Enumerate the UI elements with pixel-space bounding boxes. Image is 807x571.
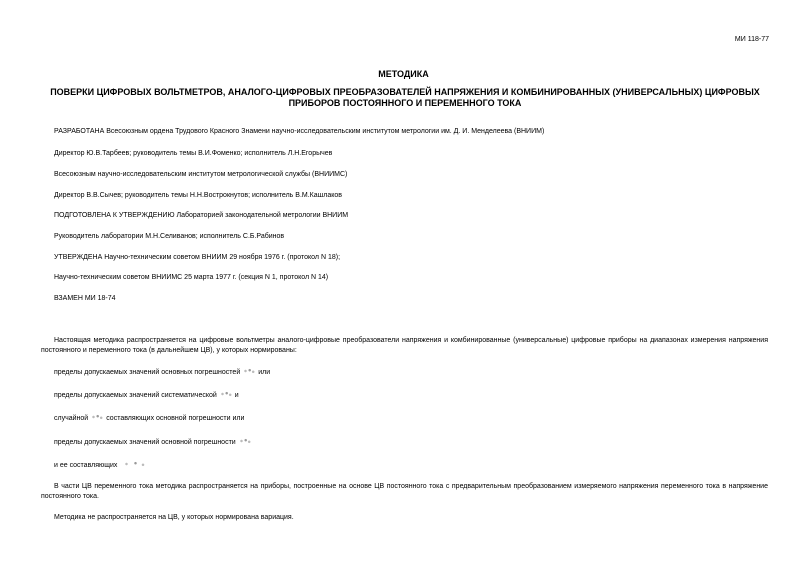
formula-image (119, 460, 149, 468)
item-text: пределы допускаемых значений систематической (54, 392, 217, 399)
directors-line-1: Директор Ю.В.Тарбеев; руководитель темы В.И.Фоменко; исполнитель Л.Н.Егорычев (54, 150, 333, 157)
item-text: и ее составляющих (54, 462, 118, 469)
page-title: МЕТОДИКА (378, 69, 429, 79)
item-text: или (258, 369, 271, 376)
list-item (54, 367, 270, 376)
list-item (54, 437, 254, 446)
formula-image (242, 367, 256, 375)
variation-paragraph: Методика не распространяется на ЦВ, у которых нормирована вариация. (54, 514, 294, 521)
formula-image (90, 413, 104, 421)
item-text: пределы допускаемых значений основной погрешности (54, 439, 236, 446)
item-text: составляющих основной погрешности или (106, 415, 245, 422)
lab-head-line: Руководитель лаборатории М.Н.Селиванов; исполнитель С.Б.Рабинов (54, 233, 285, 240)
list-item (54, 413, 244, 422)
approved-line: УТВЕРЖДЕНА Научно-техническим советом ВНИИМ 29 ноября 1976 г. (протокол N 18); (54, 254, 341, 261)
document-code: МИ 118-77 (734, 36, 769, 43)
item-text: и (234, 392, 239, 399)
item-text: случайной (54, 415, 89, 422)
formula-image (238, 437, 252, 445)
formula-image (219, 390, 233, 398)
developed-line: РАЗРАБОТАНА Всесоюзным ордена Трудового Красного Знамени научно-исследовательским институтом метрологии им. Д. И. Менделеева (ВНИИМ) (54, 128, 545, 135)
list-item (54, 390, 239, 399)
prepared-line: ПОДГОТОВЛЕНА К УТВЕРЖДЕНИЮ Лабораторией законодательной метрологии ВНИИМ (54, 212, 349, 219)
page-subtitle: ПОВЕРКИ ЦИФРОВЫХ ВОЛЬТМЕТРОВ, АНАЛОГО-ЦИФРОВЫХ ПРЕОБРАЗОВАТЕЛЕЙ НАПРЯЖЕНИЯ И КОМБИНИРОВАННЫХ (УНИВЕРСАЛЬНЫХ) ЦИФРОВЫХ ПРИБОРОВ ПОСТОЯННОГО И ПЕРЕМЕННОГО ТОКА (50, 87, 760, 108)
council-line: Научно-техническим советом ВНИИМС 25 марта 1977 г. (секция N 1, протокол N 14) (54, 274, 329, 281)
directors-line-2: Директор В.В.Сычев; руководитель темы Н.Н.Вострокнутов; исполнитель В.М.Кашлаков (54, 192, 342, 199)
replaces-line: ВЗАМЕН МИ 18-74 (54, 295, 116, 302)
intro-paragraph: Настоящая методика распространяется на цифровые вольтметры аналого-цифровые преобразователи напряжения и комбинированные (универсальные) цифровые приборы на диапазонах измерения напряжения постоянного и переменного тока (в дальнейшем ЦВ), у которых нормированы: (41, 337, 768, 354)
ac-paragraph: В части ЦВ переменного тока методика распространяется на приборы, построенные на основе ЦВ постоянного тока с предварительным преобразованием измеряемого напряжения переменного тока в напряжение постоянного тока. (41, 483, 768, 500)
item-text: пределы допускаемых значений основных погрешностей (54, 369, 241, 376)
institute-line-2: Всесоюзным научно-исследовательским институтом метрологической службы (ВНИИМС) (54, 171, 348, 178)
list-item (54, 460, 151, 469)
